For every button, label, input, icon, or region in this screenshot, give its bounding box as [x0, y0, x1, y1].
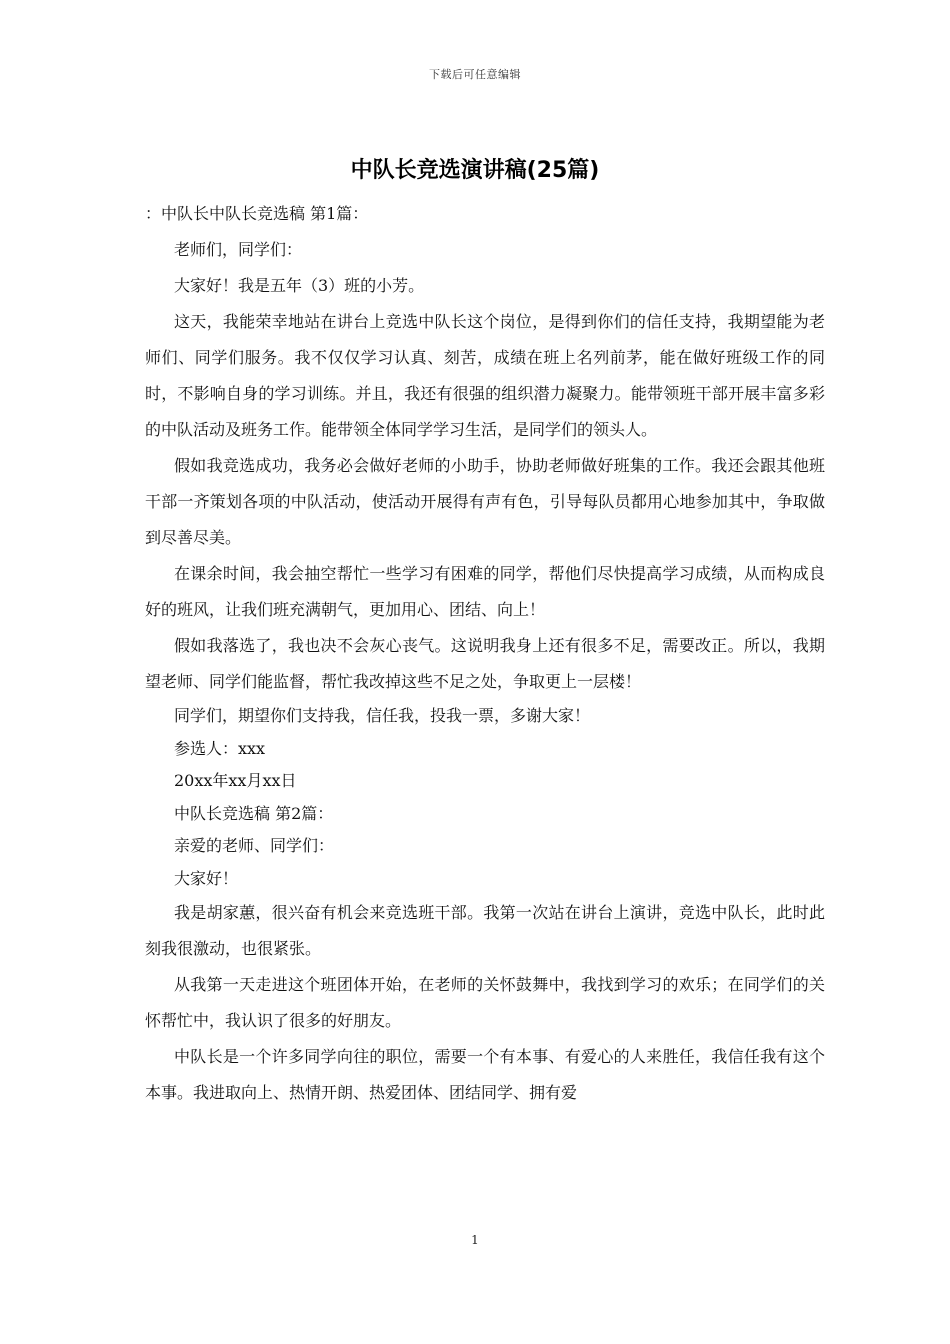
paragraph-body: 假如我落选了，我也决不会灰心丧气。这说明我身上还有很多不足，需要改正。所以，我期望老师、同学们能监督，帮忙我改掉这些不足之处，争取更上一层楼！ — [145, 636, 825, 691]
paragraph-intro: 大家好！我是五年（3）班的小芳。 — [174, 276, 425, 295]
paragraph-section-heading-1: ：中队长中队长竞选稿 第1篇： — [145, 204, 369, 223]
document-body — [145, 196, 825, 1111]
page-number: 1 — [471, 1233, 479, 1247]
paragraph-greeting: 大家好！ — [174, 868, 239, 888]
paragraph-body: 假如我竞选成功，我务必会做好老师的小助手，协助老师做好班集的工作。我还会跟其他班干部一齐策划各项的中队活动，使活动开展得有声有色，引导每队员都用心地参加其中，争取做到尽善尽美。 — [145, 456, 825, 547]
paragraph-body: 从我第一天走进这个班团体开始，在老师的关怀鼓舞中，我找到学习的欢乐；在同学们的关怀帮忙中，我认识了很多的好朋友。 — [145, 975, 825, 1030]
paragraph-body: 在课余时间，我会抽空帮忙一些学习有困难的同学，帮他们尽快提高学习成绩，从而构成良好的班风，让我们班充满朝气，更加用心、团结、向上！ — [145, 564, 825, 619]
paragraph-section-heading-2: 中队长竞选稿 第2篇： — [174, 803, 334, 823]
paragraph-body: 这天，我能荣幸地站在讲台上竞选中队长这个岗位，是得到你们的信任支持，我期望能为老师们、同学们服务。我不仅仅学习认真、刻苦，成绩在班上名列前茅，能在做好班级工作的同时，不影响自身的学习训练。并且，我还有很强的组织潜力凝聚力。能带领班干部开展丰富多彩的中队活动及班务工作。能带领全体同学学习生活，是同学们的领头人。 — [145, 312, 825, 439]
paragraph-greeting: 老师们，同学们： — [174, 240, 303, 259]
paragraph-date: 20xx年xx月xx日 — [174, 771, 297, 790]
paragraph-body: 中队长是一个许多同学向往的职位，需要一个有本事、有爱心的人来胜任，我信任我有这个本事。我进取向上、热情开朗、热爱团体、团结同学、拥有爱 — [145, 1047, 825, 1102]
document-title: 中队长竞选演讲稿(25篇) — [350, 158, 600, 183]
paragraph-closing: 同学们，期望你们支持我，信任我，投我一票，多谢大家！ — [174, 706, 591, 725]
paragraph-greeting: 亲爱的老师、同学们： — [174, 836, 335, 855]
header-note: 下载后可任意编辑 — [429, 68, 521, 81]
paragraph-signature: 参选人：xxx — [174, 738, 266, 758]
paragraph-body: 我是胡家蕙，很兴奋有机会来竞选班干部。我第一次站在讲台上演讲，竞选中队长，此时此刻我很激动，也很紧张。 — [145, 903, 825, 958]
